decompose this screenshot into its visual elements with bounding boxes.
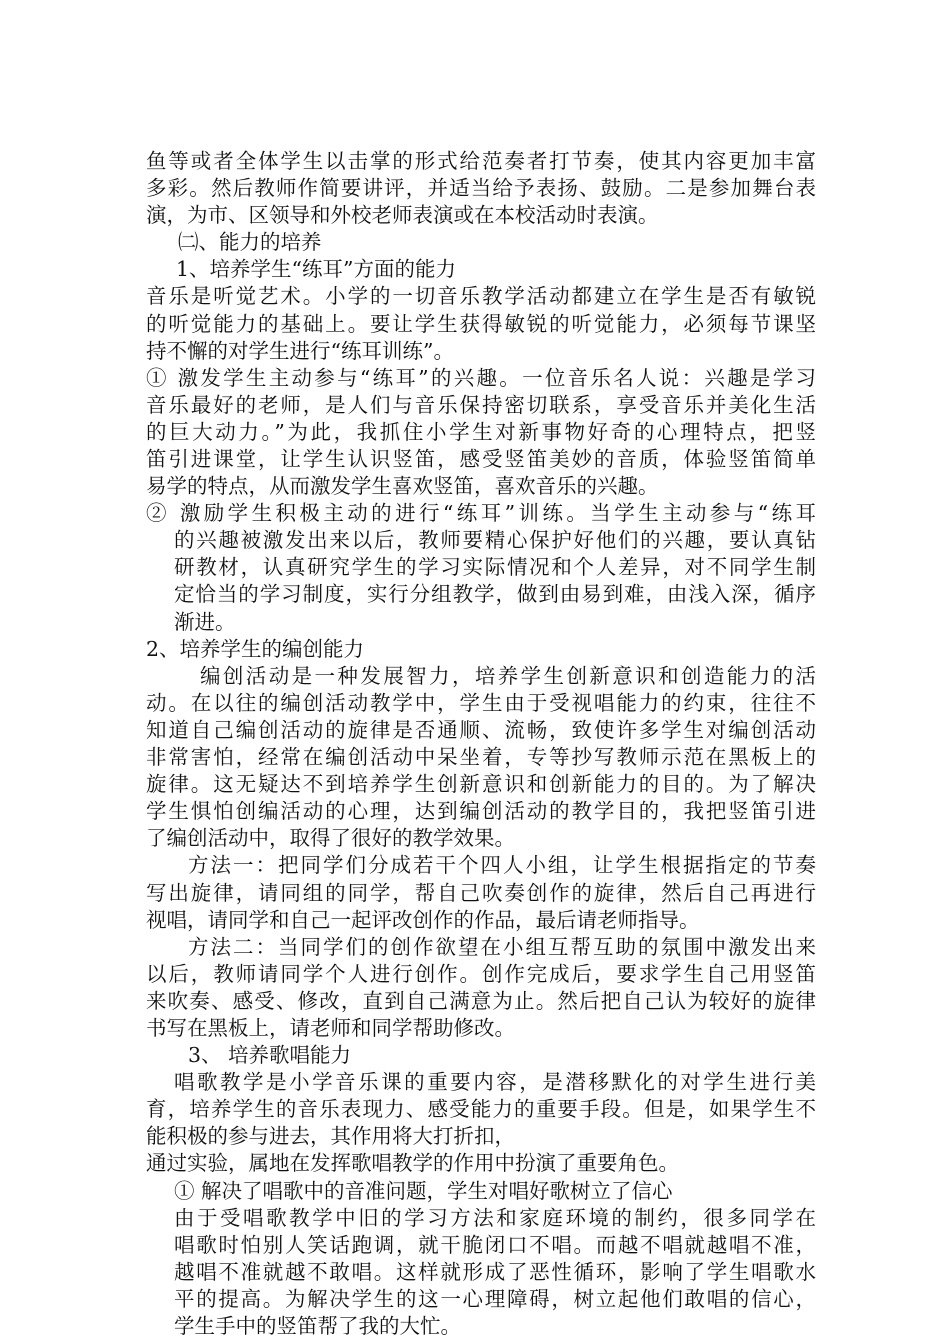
text-line: 3、 培养歌唱能力	[188, 1043, 352, 1067]
text-line: 2、培养学生的编创能力	[146, 637, 365, 661]
text-line: 定恰当的学习制度，实行分组教学，做到由易到难，由浅入深，循序	[174, 582, 816, 606]
text-line: 方法二：当同学们的创作欲望在小组互帮互助的氛围中激发出来	[188, 935, 816, 959]
text-line: 研教材，认真研究学生的学习实际情况和个人差异，对不同学生制	[174, 555, 816, 579]
text-line: 演，为市、区领导和外校老师表演或在本校活动时表演。	[146, 203, 659, 227]
text-line: 越唱不准就越不敢唱。这样就形成了恶性循环，影响了学生唱歌水	[174, 1260, 816, 1284]
text-line: 笛引进课堂，让学生认识竖笛，感受竖笛美妙的音质，体验竖笛简单	[146, 447, 816, 471]
text-line: ㈡、能力的培养	[178, 230, 322, 254]
text-line: 唱歌时怕别人笑话跑调，就干脆闭口不唱。而越不唱就越唱不准，	[174, 1233, 816, 1257]
text-line: 来吹奏、感受、修改，直到自己满意为止。然后把自己认为较好的旋律	[146, 989, 816, 1013]
text-line: 的听觉能力的基础上。要让学生获得敏锐的听觉能力，必须每节课坚	[146, 312, 816, 336]
text-line: 鱼等或者全体学生以击掌的形式给范奏者打节奏，使其内容更加丰富	[146, 149, 816, 173]
text-line: 唱歌教学是小学音乐课的重要内容，是潜移默化的对学生进行美	[174, 1070, 816, 1094]
text-line: 音乐是听觉艺术。小学的一切音乐教学活动都建立在学生是否有敏锐	[146, 284, 816, 308]
text-line: 由于受唱歌教学中旧的学习方法和家庭环境的制约，很多同学在	[174, 1206, 816, 1230]
text-line: 1、培养学生“练耳”方面的能力	[176, 257, 457, 281]
text-line: 书写在黑板上，请老师和同学帮助修改。	[146, 1016, 515, 1040]
text-line: 知道自己编创活动的旋律是否通顺、流畅，致使许多学生对编创活动	[146, 718, 816, 742]
text-line: 方法一：把同学们分成若干个四人小组，让学生根据指定的节奏	[188, 853, 816, 877]
text-line: 多彩。然后教师作简要讲评，并适当给予表扬、鼓励。二是参加舞台表	[146, 176, 816, 200]
text-line: 以后，教师请同学个人进行创作。创作完成后，要求学生自己用竖笛	[146, 962, 816, 986]
text-line: 的兴趣被激发出来以后，教师要精心保护好他们的兴趣，要认真钻	[174, 528, 816, 552]
text-line: 非常害怕，经常在编创活动中呆坐着，专等抄写教师示范在黑板上的	[146, 745, 816, 769]
text-line: ① 解决了唱歌中的音准问题，学生对唱好歌树立了信心	[174, 1179, 673, 1203]
text-line: ① 激发学生主动参与“练耳”的兴趣。一位音乐名人说：兴趣是学习	[146, 366, 816, 390]
text-line: 了编创活动中，取得了很好的教学效果。	[146, 826, 515, 850]
text-line: 能积极的参与进去，其作用将大打折扣，	[146, 1124, 515, 1148]
text-line: 学生手中的竖笛帮了我的大忙。	[174, 1314, 461, 1338]
text-line: 易学的特点，从而激发学生喜欢竖笛，喜欢音乐的兴趣。	[146, 474, 659, 498]
text-line: 学生惧怕创编活动的心理，达到编创活动的教学目的，我把竖笛引进	[146, 799, 816, 823]
text-line: 渐进。	[174, 610, 236, 634]
text-line: 平的提高。为解决学生的这一心理障碍，树立起他们敢唱的信心，	[174, 1287, 816, 1311]
text-line: 编创活动是一种发展智力，培养学生创新意识和创造能力的活	[200, 664, 816, 688]
text-line: 的巨大动力。”为此，我抓住小学生对新事物好奇的心理特点，把竖	[146, 420, 816, 444]
text-line: 视唱，请同学和自己一起评改创作的作品，最后请老师指导。	[146, 908, 700, 932]
text-line: 旋律。这无疑达不到培养学生创新意识和创新能力的目的。为了解决	[146, 772, 816, 796]
text-line: 持不懈的对学生进行“练耳训练”。	[146, 339, 454, 363]
text-line: 写出旋律，请同组的同学，帮自己吹奏创作的旋律，然后自己再进行	[146, 881, 816, 905]
text-line: 育，培养学生的音乐表现力、感受能力的重要手段。但是，如果学生不	[146, 1097, 816, 1121]
text-line: 通过实验，属地在发挥歌唱教学的作用中扮演了重要角色。	[146, 1151, 679, 1175]
text-line: ② 激励学生积极主动的进行“练耳”训练。当学生主动参与“练耳	[146, 501, 816, 525]
text-line: 动。在以往的编创活动教学中，学生由于受视唱能力的约束，往往不	[146, 691, 816, 715]
text-line: 音乐最好的老师，是人们与音乐保持密切联系，享受音乐并美化生活	[146, 393, 816, 417]
